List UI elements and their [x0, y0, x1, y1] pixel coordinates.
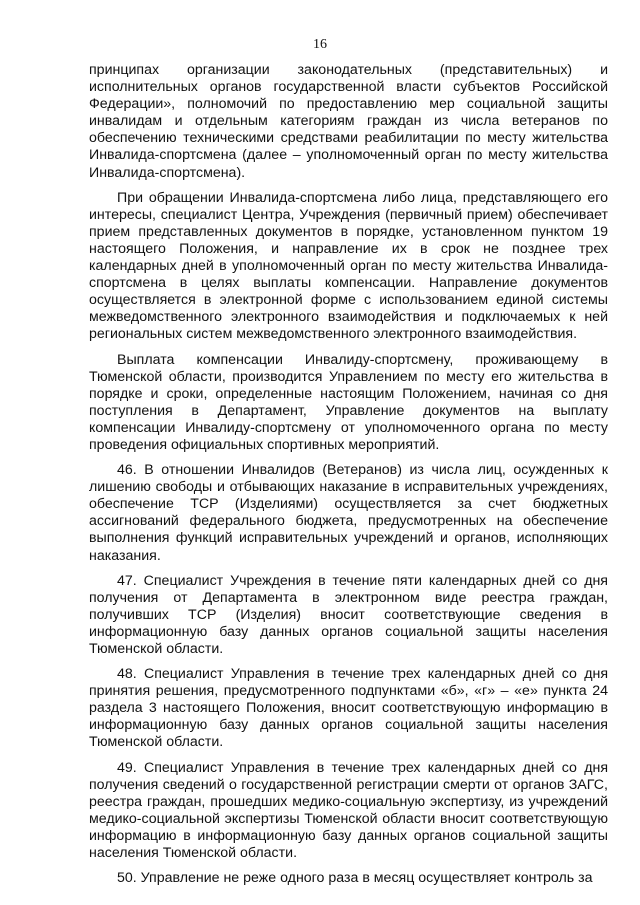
paragraph-46: 46. В отношении Инвалидов (Ветеранов) из числа лиц, осужденных к лишению свободы и отбывающих наказание в исправительных учреждениях, обеспечение ТСР (Изделиями) осуществляется за счет бюджетных ассигнований федерального бюджета, предусмотренных на обеспечение выполнения функций исправительных учреждений и органов, исполняющих наказания. — [89, 462, 608, 564]
paragraph: При обращении Инвалида-спортсмена либо лица, представляющего его интересы, специалист Центра, Учреждения (первичный прием) обеспечивает прием представленных документов в порядке, установленном пунктом 19 настоящего Положения, и направление их в срок не позднее трех календарных дней в уполномоченный орган по месту жительства Инвалида-спортсмена в целях выплаты компенсации. Направление документов осуществляется в электронной форме с использованием единой системы межведомственного электронного взаимодействия и подключаемых к ней региональных систем межведомственного электронного взаимодействия. — [89, 189, 608, 343]
paragraph-50: 50. Управление не реже одного раза в месяц осуществляет контроль за — [117, 870, 593, 887]
paragraph-47: 47. Специалист Учреждения в течение пяти календарных дней со дня получения от Департамента в электронном виде реестра граждан, получивших ТСР (Изделия) вносит соответствующие сведения в информационную базу данных органов социальной защиты населения Тюменской области. — [89, 572, 608, 657]
paragraph-48: 48. Специалист Управления в течение трех календарных дней со дня принятия решения, предусмотренного подпунктами «б», «г» – «е» пункта 24 раздела 3 настоящего Положения, вносит соответствующую информацию в информационную базу данных органов социальной защиты населения Тюменской области. — [89, 666, 608, 751]
document-body — [89, 62, 608, 895]
paragraph: Выплата компенсации Инвалиду-спортсмену, проживающему в Тюменской области, производится Управлением по месту его жительства в порядке и сроки, определенные настоящим Положением, начиная со дня поступления в Департамент, Управление документов на выплату компенсации Инвалиду-спортсмену от уполномоченного органа по месту проведения официальных спортивных мероприятий. — [89, 351, 608, 453]
page-number: 16 — [313, 37, 327, 52]
paragraph: принципах организации законодательных (представительных) и исполнительных органов государственной власти субъектов Российской Федерации», полномочий по предоставлению мер социальной защиты инвалидам и отдельным категориям граждан из числа ветеранов по обеспечению техническими средствами реабилитации по месту жительства Инвалида-спортсмена (далее – уполномоченный орган по месту жительства Инвалида-спортсмена). — [89, 62, 608, 181]
paragraph-49: 49. Специалист Управления в течение трех календарных дней со дня получения сведений о государственной регистрации смерти от органов ЗАГС, реестра граждан, прошедших медико-социальную экспертизу, из учреждений медико-социальной экспертизы Тюменской области вносит соответствующую информацию в информационную базу данных органов социальной защиты населения Тюменской области. — [89, 759, 608, 862]
